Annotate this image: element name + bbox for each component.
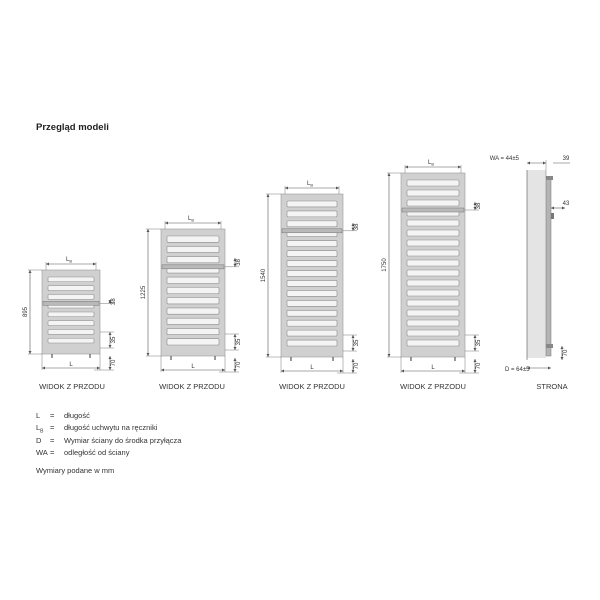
arrow-head [405,166,408,169]
legend-equals: = [50,448,55,458]
radiator-bar [48,321,94,326]
side-view-caption: STRONA [536,382,568,391]
height-label: 1225 [141,285,147,300]
radiator-bar [167,298,219,304]
radiator-bar [407,200,459,206]
bottom-bracket [546,344,553,348]
length-label: L [191,364,195,370]
arrow-head [388,173,391,176]
foot-label: 70 [111,359,117,367]
length-label: L [69,362,73,368]
arrow-head [527,162,530,165]
radiator-bar [167,277,219,283]
units-note: Wymiary podane w mm [36,466,115,475]
view-caption-2: WIDOK Z PRZODU [159,382,225,391]
arrow-head [46,263,49,266]
arrow-head [42,367,45,370]
arrow-head [474,370,477,373]
legend-text: długość [64,411,90,420]
arrow-head [352,359,355,362]
radiator-bar [407,220,459,226]
arrow-head [267,194,270,197]
arrow-head [109,356,112,359]
arrow-head [109,345,112,348]
radiator-bar [407,260,459,266]
towel-grip-side [551,213,554,219]
radiator-bar [287,290,337,296]
radiator-bar [167,257,219,263]
radiator-bar [407,270,459,276]
legend-equals: = [50,423,55,433]
radiator-bar [48,286,94,291]
legend-row [36,436,181,448]
top-gap-label: 38 [476,202,482,210]
arrow-head [551,207,554,210]
radiator-bar [287,280,337,286]
legend-equals: = [50,435,55,445]
view-caption-1: WIDOK Z PRZODU [39,382,105,391]
radiator-bar [407,330,459,336]
bottom-gap-label: 35 [476,339,482,347]
arrow-head [218,222,221,225]
radiator-bar [407,240,459,246]
legend-equals: = [50,411,55,420]
radiator-bar [167,328,219,334]
grip-length-label: $L_B$ [187,216,195,223]
view-caption-3: WIDOK Z PRZODU [279,382,345,391]
radiator-bar [407,290,459,296]
legend-text: Wymiar ściany do środka przyłącza [64,435,182,445]
arrow-head [234,369,237,372]
grip-length-subscript: B [431,161,435,167]
radiator-bar [407,280,459,286]
arrow-head [147,229,150,232]
grip-length-label: $L_B$ [427,160,435,167]
radiator-bar [287,340,337,346]
connection-depth-label: D = 64±5 [505,367,530,373]
towel-grip [402,208,464,212]
side-dim-label: 43 [562,201,570,207]
radiator-bar [287,241,337,247]
arrow-head [165,222,168,225]
radiator-bar [287,320,337,326]
arrow-head [561,346,564,349]
arrow-head [281,370,284,373]
arrow-head [352,370,355,373]
top-gap-label: 38 [111,298,117,305]
radiator-bar [287,310,337,316]
radiator-bar [287,201,337,207]
radiator-side-profile [546,178,551,356]
arrow-head [222,369,225,372]
side-foot-label: 70 [563,349,569,357]
towel-grip [43,301,99,305]
grip-length-label: $L_B$ [306,181,314,188]
grip-length-subscript: B [191,217,195,223]
arrow-head [29,351,32,354]
radiator-bar [407,190,459,196]
bottom-gap-label: 35 [236,338,242,346]
arrow-head [474,359,477,362]
radiator-bar [407,320,459,326]
arrow-head [147,353,150,356]
arrow-head [234,334,237,337]
arrow-head [352,335,355,338]
length-label: L [431,365,435,371]
radiator-bar [48,330,94,335]
radiator-bar [48,295,94,300]
legend-row [36,411,181,423]
radiator-bar [407,340,459,346]
grip-length-subscript: B [310,182,314,188]
legend-text: odległość od ściany [64,448,130,458]
radiator-bar [167,287,219,293]
grip-length-subscript: B [69,258,73,264]
radiator-bar [287,261,337,267]
radiator-bar [48,312,94,317]
radiator-bar [407,250,459,256]
arrow-head [93,263,96,266]
foot-label: 70 [236,361,242,369]
arrow-head [458,166,461,169]
view-caption-4: WIDOK Z PRZODU [400,382,466,391]
top-gap-label: 38 [236,259,242,266]
radiator-bar [167,339,219,345]
wall [527,170,546,358]
legend [36,411,181,461]
top-dim-label: 39 [562,156,570,162]
page-title: Przegląd modeli [36,122,109,133]
arrow-head [340,370,343,373]
bottom-gap-label: 35 [111,336,117,344]
radiator-bar [167,308,219,314]
radiator-bar [287,221,337,227]
towel-grip [282,229,342,233]
arrow-head [548,367,551,370]
radiator-bar [287,211,337,217]
arrow-head [561,357,564,360]
top-gap-label: 38 [354,223,360,231]
arrow-head [234,347,237,350]
arrow-head [109,332,112,335]
grip-length-label: $L_B$ [65,257,73,264]
legend-key: D [36,435,42,445]
arrow-head [336,187,339,190]
top-bracket [546,176,553,180]
radiator-bar [48,338,94,343]
towel-grip [162,265,224,269]
arrow-head [161,369,164,372]
radiator-bar [287,251,337,257]
arrow-head [474,335,477,338]
legend-key: L [36,411,41,420]
radiator-bar [167,246,219,252]
bottom-gap-label: 35 [354,339,360,347]
arrow-head [388,354,391,357]
legend-key: $L_B$ [36,423,44,435]
arrow-head [543,162,546,165]
arrow-head [109,367,112,370]
radiator-bar [407,230,459,236]
arrow-head [285,187,288,190]
arrow-head [234,358,237,361]
height-label: 895 [23,306,29,318]
arrow-head [352,348,355,351]
height-label: 1540 [261,268,267,283]
foot-label: 70 [354,362,360,370]
legend-text: długość uchwytu na ręczniki [64,423,158,433]
legend-row [36,448,181,460]
arrow-head [462,370,465,373]
arrow-head [401,370,404,373]
arrow-head [97,367,100,370]
radiator-bar [287,300,337,306]
radiator-bar [167,318,219,324]
length-label: L [310,365,314,371]
radiator-bar [287,330,337,336]
radiator-bar [407,300,459,306]
height-label: 1750 [382,258,388,272]
wall-distance-label: WA = 44±5 [489,156,519,162]
radiator-bar [407,180,459,186]
legend-key: WA [36,448,48,458]
radiator-bar [407,310,459,316]
radiator-bar [287,271,337,277]
radiator-bar [167,236,219,242]
legend-row [36,423,181,435]
arrow-head [29,270,32,273]
arrow-head [267,354,270,357]
arrow-head [474,348,477,351]
radiator-bar [48,277,94,282]
foot-label: 70 [476,362,482,370]
